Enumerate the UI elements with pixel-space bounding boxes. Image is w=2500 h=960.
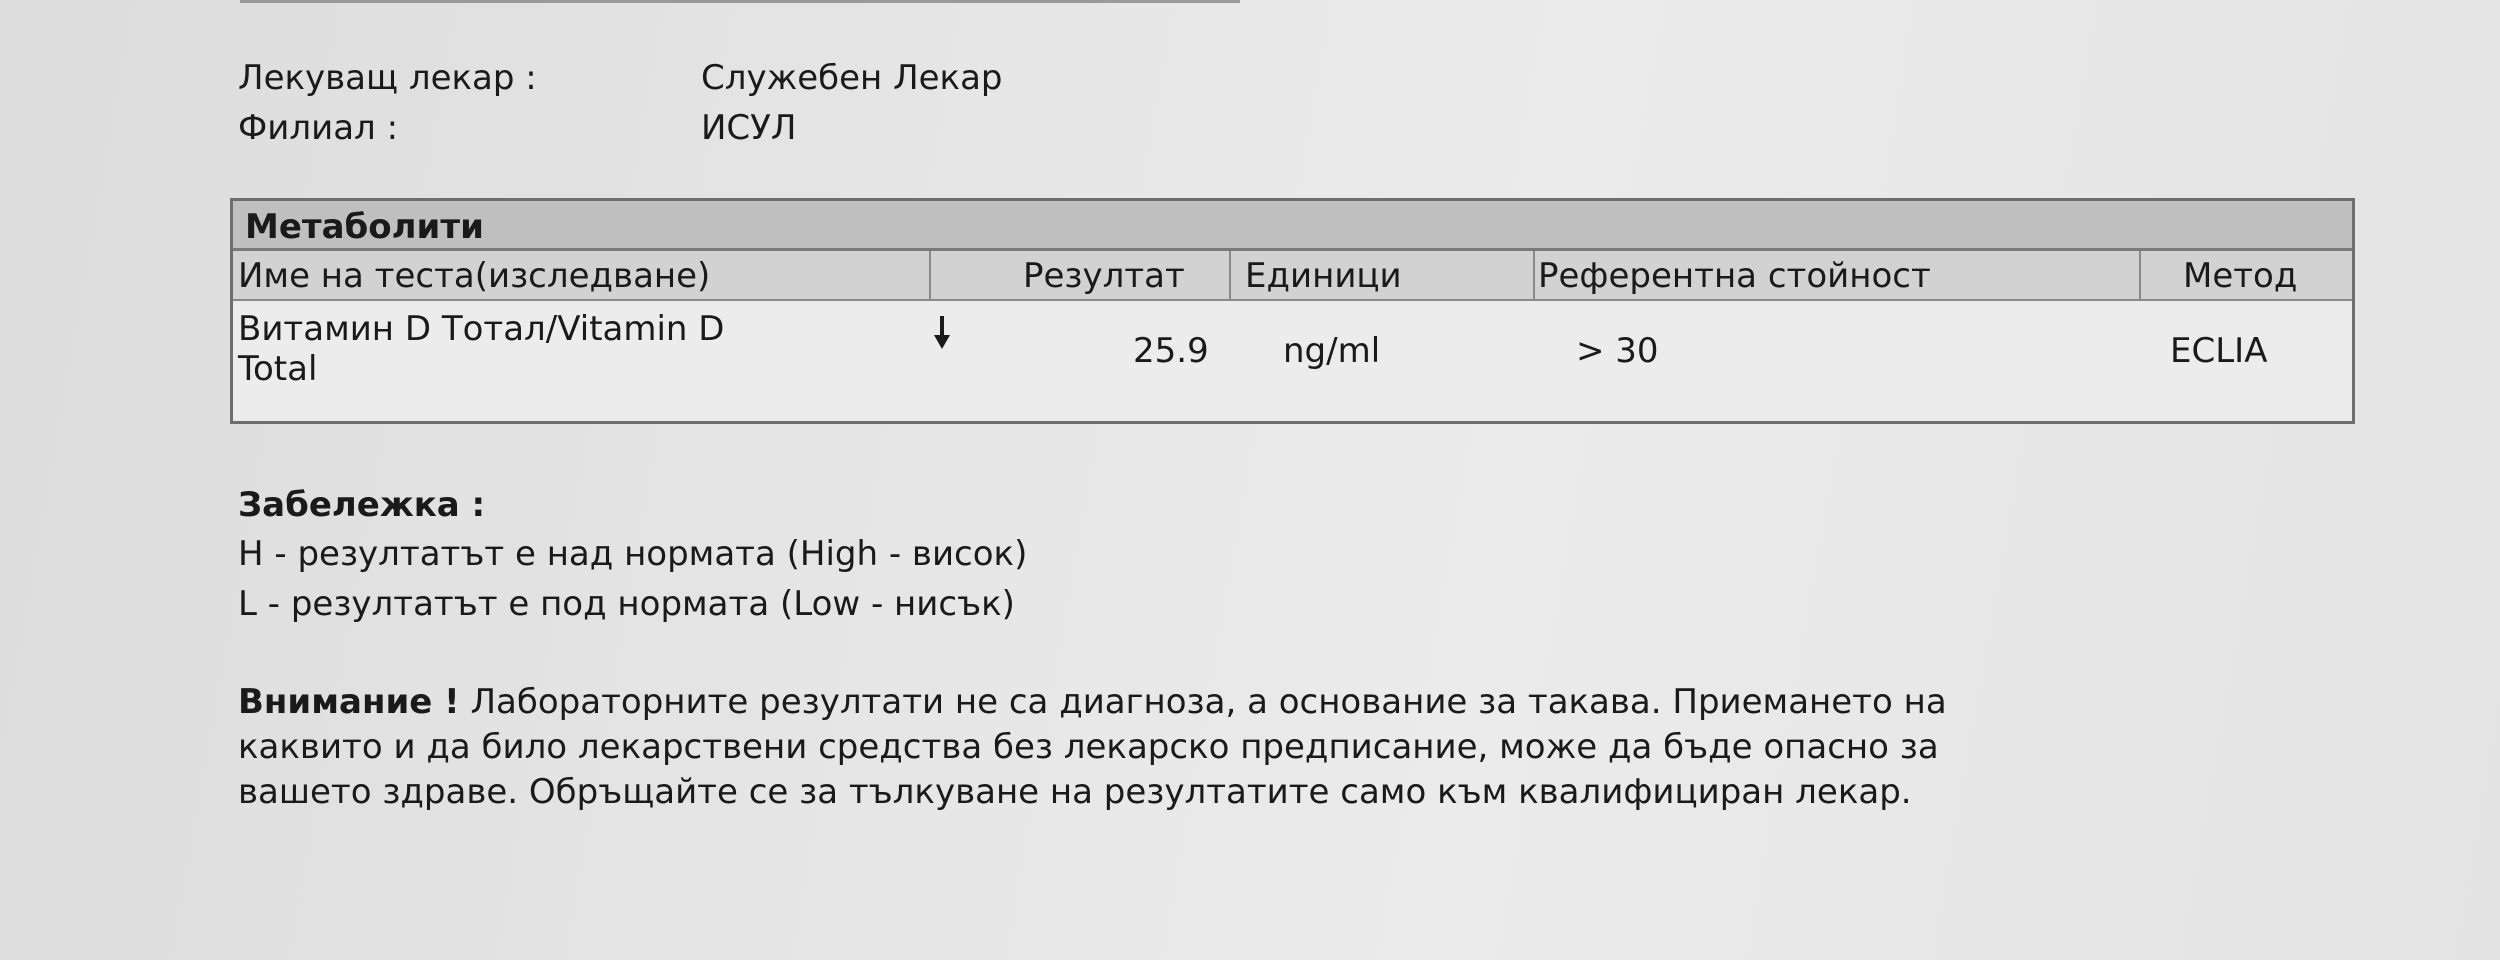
column-header-result: Резултат [1023,256,1185,296]
column-header-row [233,251,2352,301]
reference-value: > 30 [1576,331,1659,371]
column-header-reference: Референтна стойност [1538,256,1931,296]
note-low: L - резултатът е под нормата (Low - нисък) [238,584,1015,624]
column-separator [929,251,931,301]
warning-line-2: каквито и да било лекарствени средства без лекарско предписание, може да бъде опасно за [238,727,1939,767]
units-value: ng/ml [1283,331,1381,371]
warning-label: Внимание ! [238,682,460,722]
branch-label: Филиал : [238,108,399,148]
note-title: Забележка : [238,485,486,525]
column-header-test-name: Име на теста(изследване) [238,256,711,296]
warning-line-3: вашето здраве. Обръщайте се за тълкуване на резултатите само към квалифициран лекар. [238,772,1912,812]
doctor-value: Служебен Лекар [701,58,1003,98]
column-header-units: Единици [1245,256,1402,296]
test-name-line1: Витамин D Тотал/Vitamin D [238,309,725,349]
results-table [230,198,2355,424]
warning-line-1 [238,680,2288,725]
result-value: 25.9 [1133,331,1209,371]
note-high: H - резултатът е над нормата (High - висок) [238,534,1028,574]
column-separator [1229,251,1231,301]
page-top-edge [240,0,1240,3]
doctor-label: Лекуващ лекар : [238,58,537,98]
arrow-down-icon [931,313,953,353]
test-name-line2: Total [238,349,318,389]
section-title: Метаболити [245,207,484,247]
warning-text [238,680,2288,815]
column-header-method: Метод [2183,256,2298,296]
column-separator [2139,251,2141,301]
branch-value: ИСУЛ [701,108,797,148]
warning-line1-text: Лабораторните резултати не са диагноза, а основание за такава. Приемането на [459,682,1947,722]
method-value: ECLIA [2170,331,2268,371]
column-separator [1533,251,1535,301]
section-header [233,201,2352,251]
table-row [233,301,2352,421]
